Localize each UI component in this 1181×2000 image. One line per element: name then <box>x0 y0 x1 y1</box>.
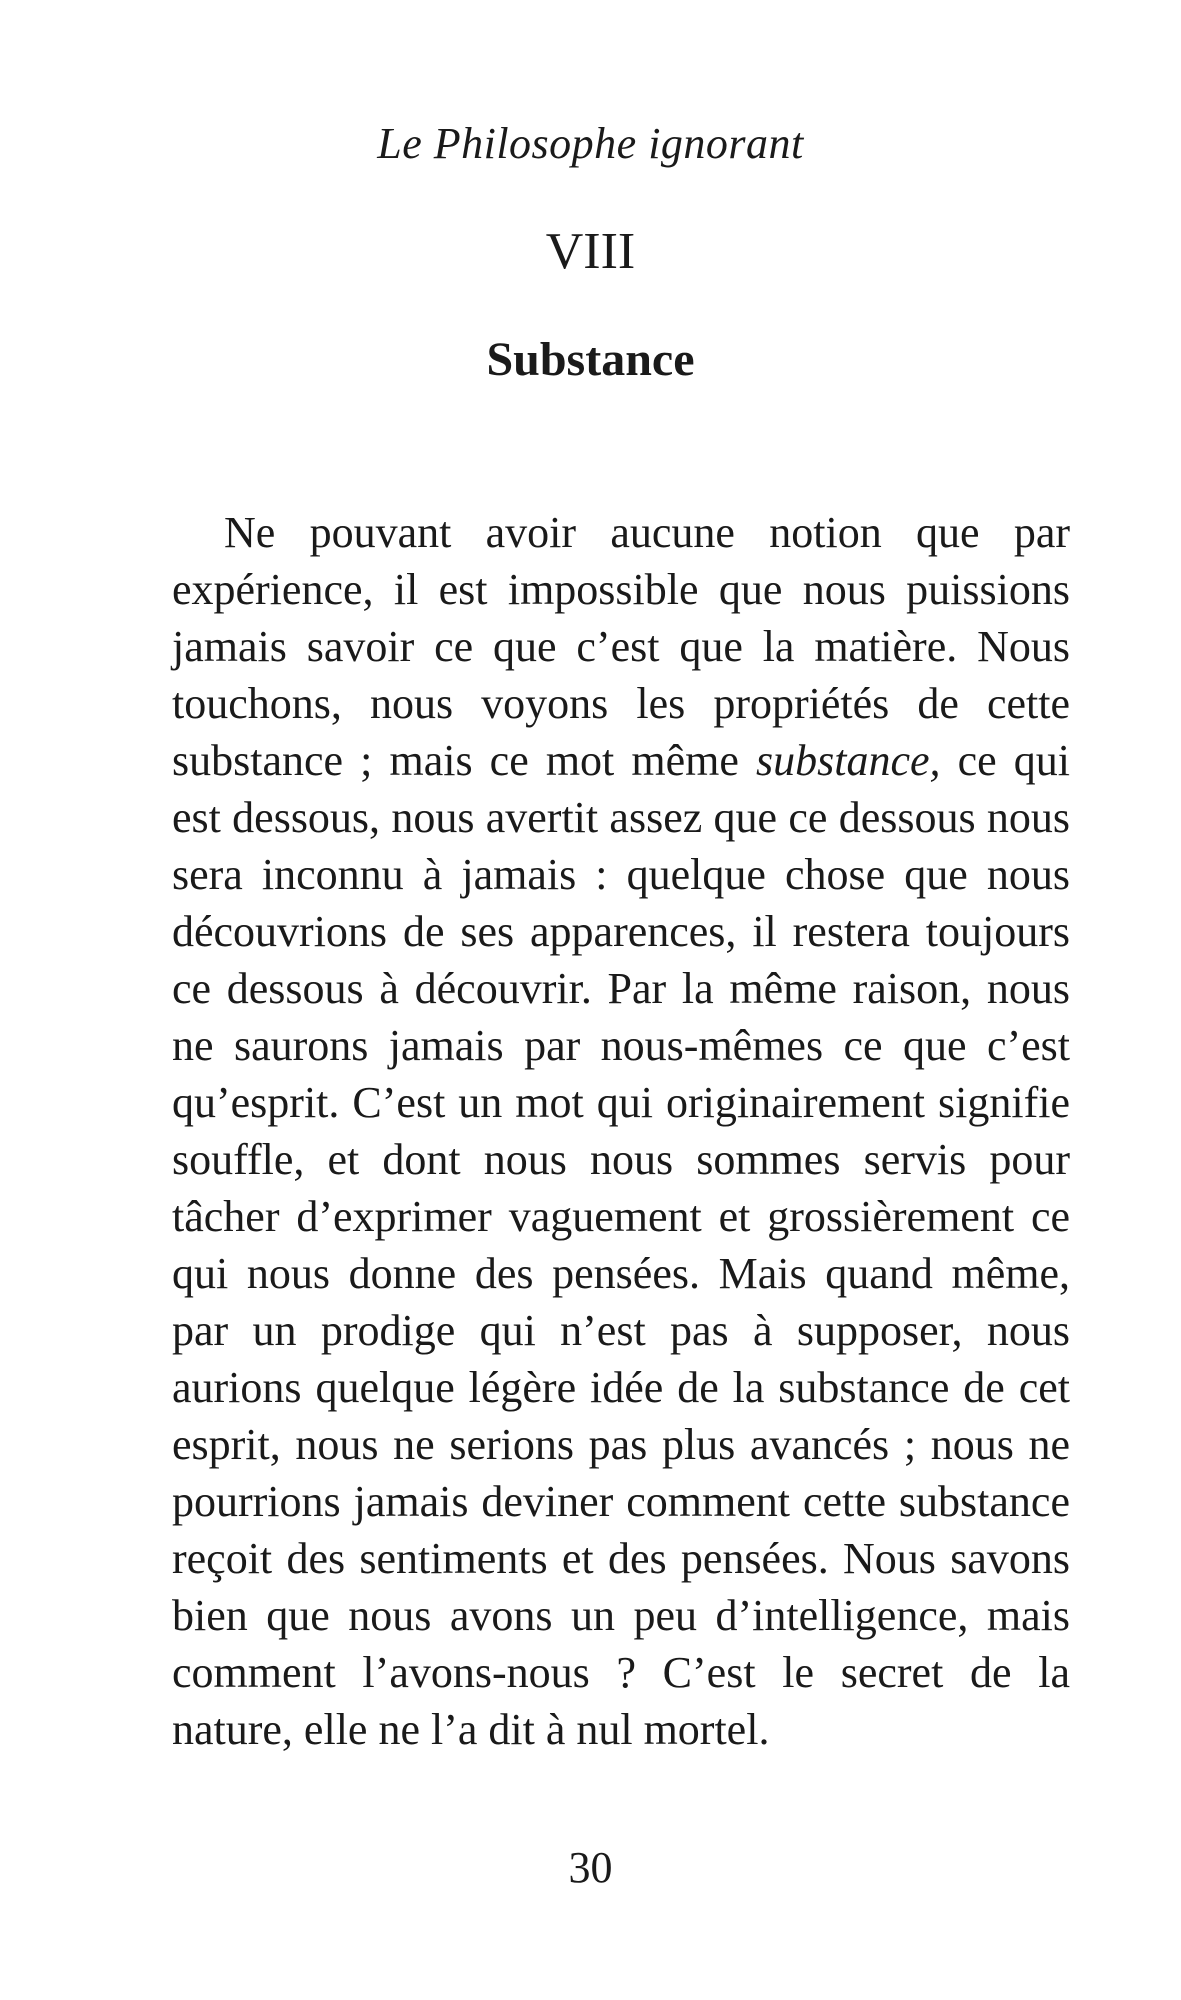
body-paragraph <box>172 504 1070 1758</box>
paragraph-text-start: Ne pouvant avoir aucune notion que par expérience, il est impossible que nous puissions jamais savoir ce que c’est que la matière. Nous touchons, nous voyons les propriétés de cette substance ; mais ce mot même <box>172 508 1070 785</box>
page-number: 30 <box>568 1843 613 1892</box>
emphasized-word: substance, <box>755 736 941 785</box>
paragraph-text-end: ce qui est dessous, nous avertit assez que ce dessous nous sera inconnu à jamais : quelque chose que nous découvrions de ses apparences, il restera toujours ce dessous à découvrir. Par la même raison, nous ne saurons jamais par nous-mêmes ce que c’est qu’esprit. C’est un mot qui originairement signifie souffle, et dont nous nous sommes servis pour tâcher d’exprimer vaguement et grossièrement ce qui nous donne des pensées. Mais quand même, par un prodige qui n’est pas à supposer, nous aurions quelque légère idée de la substance de cet esprit, nous ne serions pas plus avancés ; nous ne pourrions jamais deviner comment cette substance reçoit des sentiments et des pensées. Nous savons bien que nous avons un peu d’intelligence, mais comment l’avons-nous ? C’est le secret de la nature, elle ne l’a dit à nul mortel. <box>172 736 1070 1754</box>
chapter-title: Substance <box>486 333 695 386</box>
chapter-number: VIII <box>545 223 636 280</box>
running-head: Le Philosophe ignorant <box>377 119 804 168</box>
